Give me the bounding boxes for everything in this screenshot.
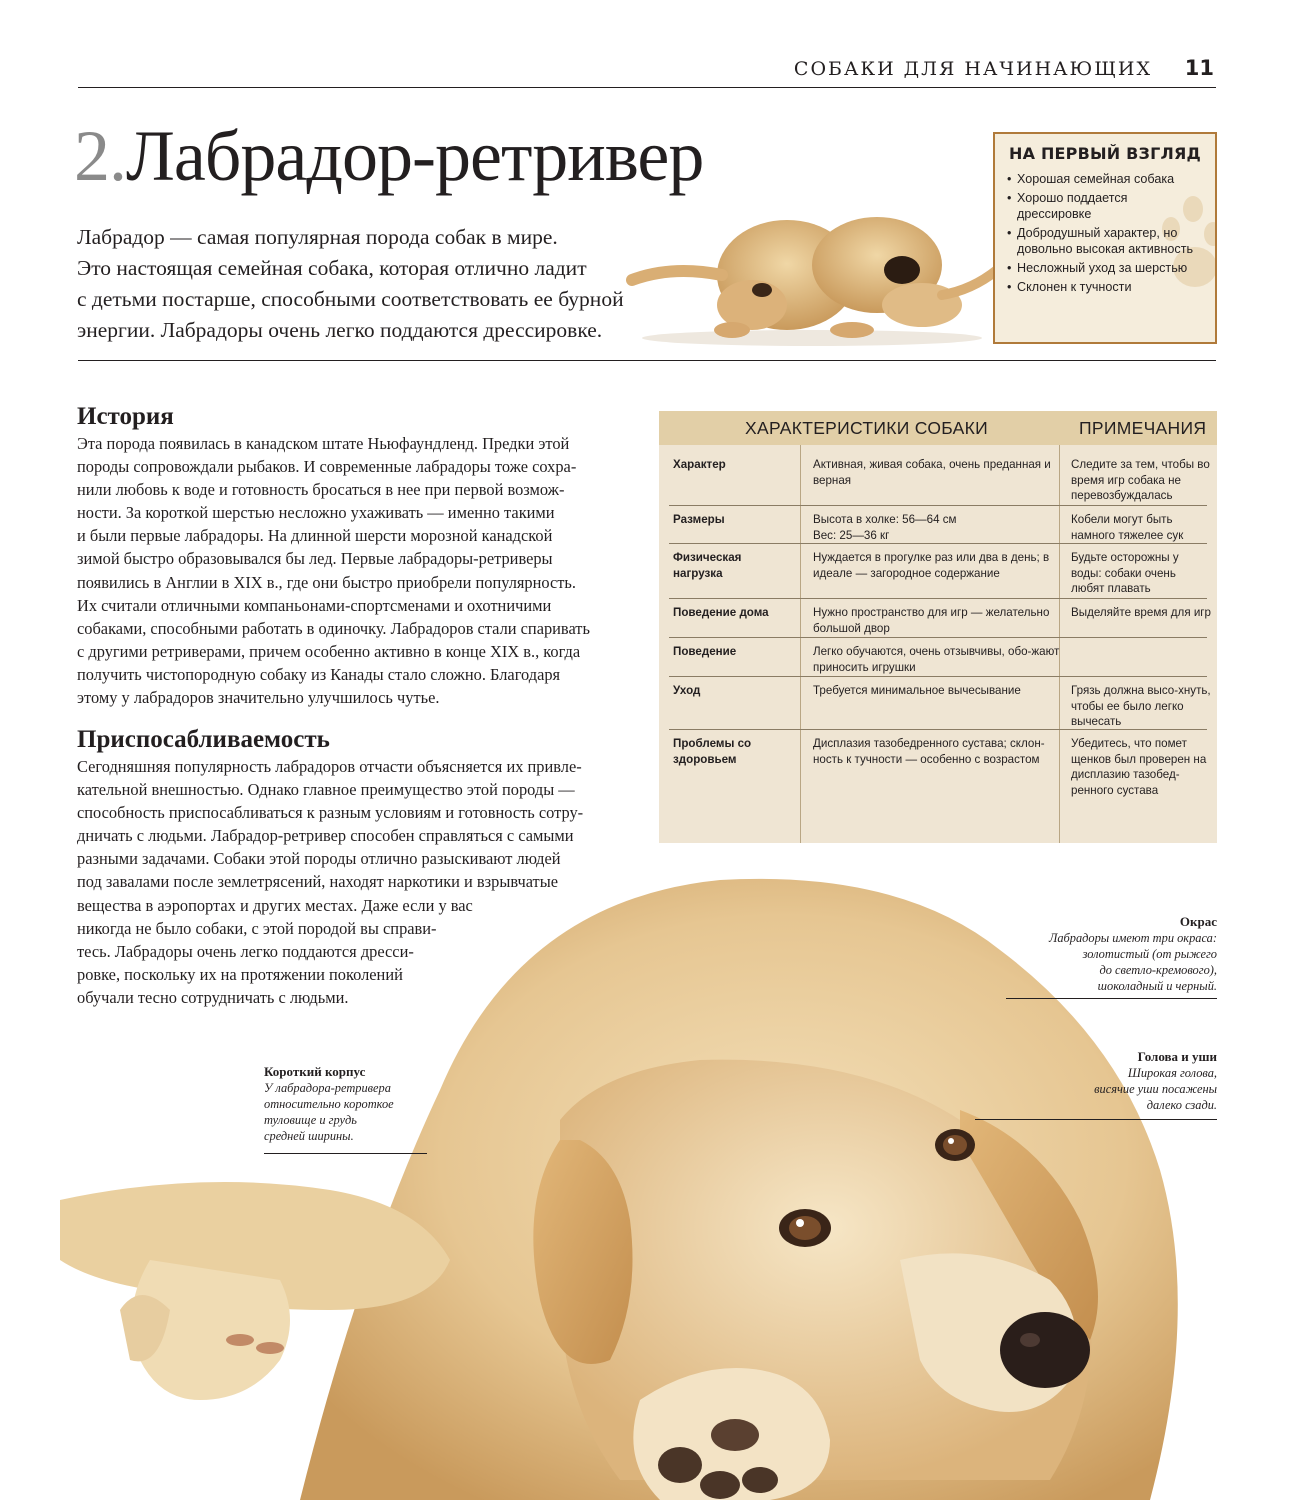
row-note: Убедитесь, что помет щенков был проверен на дисплазию тазобед-ренного сустава — [1071, 737, 1207, 797]
adaptability-line: кательной внешностью. Однако главное преимущество этой породы — — [77, 780, 575, 800]
adaptability-heading: Приспосабливаемость — [77, 726, 330, 753]
row-label: Уход — [673, 684, 701, 697]
row-note: Выделяйте время для игр — [1071, 606, 1211, 619]
row-note: Кобели могут быть намного тяжелее сук — [1071, 513, 1184, 542]
adaptability-line: тесь. Лабрадоры очень легко поддаются дресси- — [77, 941, 414, 961]
intro-line: Лабрадор — самая популярная порода собак в мире. — [77, 225, 558, 249]
annotation-line: Лабрадоры имеют три окраса: — [1048, 931, 1217, 945]
annotation-line: висячие уши посажены — [1094, 1082, 1217, 1096]
table-row — [669, 506, 1207, 544]
annotation-leader-line — [264, 1153, 427, 1154]
row-value: Нужно пространство для игр — желательно большой двор — [813, 606, 1050, 635]
table-header — [659, 411, 1217, 445]
row-note: Грязь должна высо-хнуть, чтобы ее было легко вычесать — [1071, 684, 1211, 728]
page-title — [74, 116, 703, 196]
adaptability-line: дничать с людьми. Лабрадор-ретривер способен справляться с самыми — [77, 826, 574, 846]
glance-item: • Добродушный характер, но довольно высокая активность — [1007, 225, 1203, 257]
annotation-head — [1040, 1049, 1217, 1113]
history-text — [77, 432, 652, 709]
breed-number: 2. — [74, 116, 126, 196]
header-characteristics: ХАРАКТЕРИСТИКИ СОБАКИ — [745, 418, 988, 438]
annotation-line: средней ширины. — [264, 1129, 354, 1143]
glance-item: • Склонен к тучности — [1007, 279, 1203, 295]
row-label: Поведение дома — [673, 606, 769, 619]
adaptability-line: никогда не было собаки, с этой породой вы справи- — [77, 918, 437, 938]
glance-item: • Несложный уход за шерстью — [1007, 260, 1203, 276]
annotation-line: У лабрадора-ретривера — [264, 1081, 391, 1095]
adaptability-line: способность приспосабливаться к разным условиям и готовность сотру- — [77, 803, 584, 823]
history-line: этому у лабрадоров значительно улучшилось чутье. — [77, 688, 440, 708]
history-line: Их считали отличными компаньонами-спортсменами и охотничими — [77, 595, 552, 615]
table-row — [669, 451, 1210, 506]
table-row — [669, 544, 1207, 599]
annotation-line: Широкая голова, — [1127, 1066, 1217, 1080]
row-value: Нуждается в прогулке раз или два в день; в идеале — загородное содержание — [813, 551, 1050, 580]
history-line: собаками, способными работать в одиночку. Лабрадоров стали спаривать — [77, 618, 590, 638]
table-row — [669, 677, 1211, 730]
intro-line: с детьми постарше, способными соответствовать ее бурной — [77, 287, 624, 311]
table-row — [669, 730, 1207, 838]
history-line: появились в Англии в XIX в., где они быстро приобрели популярность. — [77, 572, 576, 592]
annotation-line: до светло-кремового), — [1099, 963, 1217, 977]
adaptability-line: вещества в аэропортах и других местах. Даже если у вас — [77, 895, 473, 915]
row-value: Высота в холке: 56—64 см Вес: 25—36 кг — [813, 513, 957, 542]
history-line: зимой быстро образовывался бы лед. Первые лабрадоры-ретриверы — [77, 549, 553, 569]
row-note: Следите за тем, чтобы во время игр собака не перевозбуждалась — [1071, 458, 1210, 502]
history-line: породы сопровождали рыбаков. И современные лабрадоры тоже сохра- — [77, 457, 577, 477]
section-label: СОБАКИ ДЛЯ НАЧИНАЮЩИХ — [793, 58, 1152, 80]
intro-line: энергии. Лабрадоры очень легко поддаются дрессировке. — [77, 318, 603, 342]
annotation-line: шоколадный и черный. — [1097, 979, 1217, 993]
annotation-body — [264, 1064, 434, 1144]
annotation-line: относительно короткое — [264, 1097, 394, 1111]
history-line: Эта порода появилась в канадском штате Ньюфаундленд. Предки этой — [77, 434, 570, 453]
table-row — [669, 599, 1211, 638]
history-line: нили любовь к воде и готовность бросаться в нее при первой возмож- — [77, 480, 565, 500]
row-label: Физическая нагрузка — [673, 551, 742, 580]
history-heading: История — [77, 403, 174, 430]
annotation-leader-line — [1006, 998, 1217, 999]
row-label: Поведение — [673, 645, 737, 658]
annotation-line: далеко сзади. — [1146, 1098, 1217, 1112]
characteristics-table — [659, 411, 1217, 843]
history-line: получить чистопородную собаку из Канады стало сложно. Благодаря — [77, 664, 561, 684]
annotation-color — [1005, 914, 1217, 994]
row-value: Требуется минимальное вычесывание — [813, 684, 1021, 697]
header-notes: ПРИМЕЧАНИЯ — [1079, 418, 1207, 438]
adaptability-line: ровке, поскольку их на протяжении поколений — [77, 964, 403, 984]
glance-item: • Хорошо поддается дрессировке — [1007, 190, 1203, 222]
at-a-glance-box — [993, 132, 1217, 344]
intro-paragraph — [77, 222, 667, 346]
row-label: Проблемы со здоровьем — [673, 737, 752, 766]
row-value: Дисплазия тазобедренного сустава; склон-ность к тучности — особенно с возрастом — [813, 737, 1045, 766]
annotation-title: Короткий корпус — [264, 1064, 366, 1079]
breed-name: Лабрадор-ретривер — [126, 116, 704, 196]
row-value: Легко обучаются, очень отзывчивы, обо-жают приносить игрушки — [813, 645, 1060, 674]
row-note: Будьте осторожны у воды: собаки очень любят плавать — [1071, 551, 1179, 595]
glance-title: НА ПЕРВЫЙ ВЗГЛЯД — [1009, 144, 1201, 163]
intro-line: Это настоящая семейная собака, которая отлично ладит — [77, 256, 587, 280]
history-line: и были первые лабрадоры. На длинной шерсти морозной канадской — [77, 526, 553, 546]
glance-item: • Хорошая семейная собака — [1007, 171, 1203, 187]
section-divider — [78, 360, 1216, 361]
annotation-title: Окрас — [1179, 914, 1217, 929]
adaptability-text — [77, 755, 652, 1009]
row-value: Активная, живая собака, очень преданная и верная — [813, 458, 1051, 487]
history-line: ности. За короткой шерстью несложно ухаживать — именно такими — [77, 503, 555, 523]
annotation-line: золотистый (от рыжего — [1082, 947, 1217, 961]
annotation-line: туловище и грудь — [264, 1113, 357, 1127]
page-number: 11 — [1184, 56, 1214, 80]
annotation-leader-line — [975, 1119, 1217, 1120]
annotation-title: Голова и уши — [1137, 1049, 1217, 1064]
puppies-photo — [612, 180, 1007, 350]
row-label: Характер — [673, 458, 726, 471]
adaptability-line: обучали тесно сотрудничать с людьми. — [77, 987, 349, 1007]
table-row — [669, 638, 1207, 677]
adaptability-line: Сегодняшняя популярность лабрадоров отчасти объясняется их привле- — [77, 757, 582, 776]
adaptability-line: разными задачами. Собаки этой породы отлично разыскивают людей — [77, 849, 561, 869]
row-label: Размеры — [673, 513, 725, 526]
adaptability-line: под завалами после землетрясений, находят наркотики и взрывчатые — [77, 872, 559, 892]
history-line: с другими ретриверами, причем особенно активно в конце XIX в., когда — [77, 641, 581, 661]
running-header — [78, 56, 1216, 88]
